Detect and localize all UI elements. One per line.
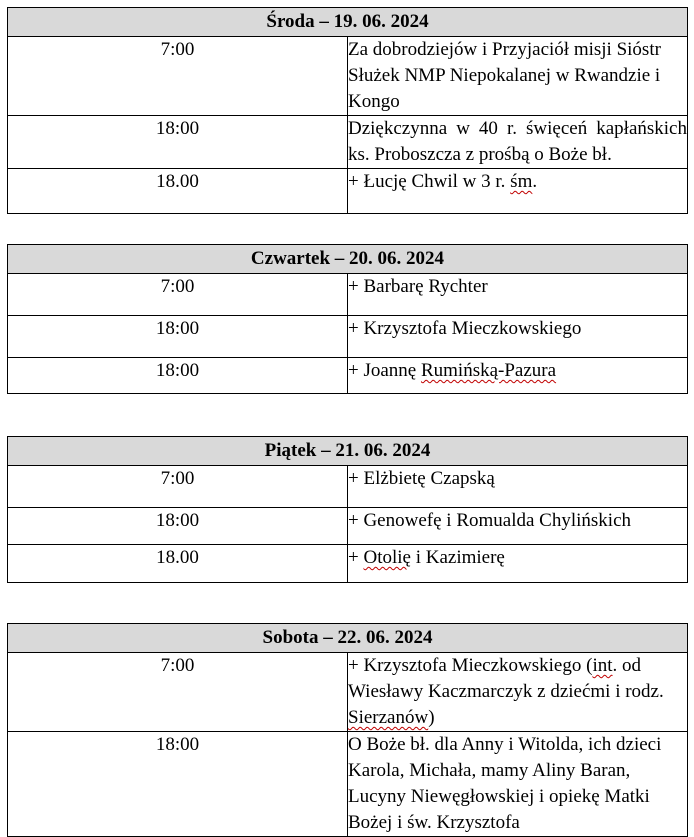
intention-text: + — [348, 547, 364, 568]
mass-time: 18:00 — [8, 116, 348, 169]
intention-text: . od Wiesławy Kaczmarczyk z dziećmi i rodz. — [348, 655, 664, 702]
intention-text: ) — [428, 707, 435, 728]
schedule-saturday — [7, 623, 688, 837]
spellcheck-word: Otolię — [363, 547, 411, 568]
mass-time: 18:00 — [8, 508, 348, 545]
mass-intention — [348, 653, 688, 732]
mass-time: 18:00 — [8, 732, 348, 837]
mass-time: 7:00 — [8, 274, 348, 316]
spellcheck-word: Rumińską-Pazura — [420, 360, 557, 381]
mass-time: 7:00 — [8, 466, 348, 508]
mass-intention: Dziękczynna w 40 r. święceń kapłańskich ks. Proboszcza z prośbą o Boże bł. — [348, 116, 688, 169]
mass-intention: + Genowefę i Romualda Chylińskich — [348, 508, 688, 545]
schedule-thursday — [7, 244, 688, 394]
intention-text: i Kazimierę — [410, 547, 505, 568]
spellcheck-word: Sierzanów — [348, 707, 429, 728]
mass-time: 18:00 — [8, 316, 348, 358]
spellcheck-word: śm — [510, 171, 533, 192]
intention-text: + Joannę — [348, 360, 421, 381]
day-header: Środa – 19. 06. 2024 — [8, 8, 688, 37]
mass-intention — [348, 545, 688, 583]
day-header: Sobota – 22. 06. 2024 — [8, 624, 688, 653]
mass-time: 7:00 — [8, 37, 348, 116]
mass-time: 18.00 — [8, 545, 348, 583]
mass-time: 7:00 — [8, 653, 348, 732]
mass-intention: + Barbarę Rychter — [348, 274, 688, 316]
mass-time: 18:00 — [8, 358, 348, 394]
mass-time: 18.00 — [8, 169, 348, 214]
mass-intention — [348, 169, 688, 214]
day-header: Piątek – 21. 06. 2024 — [8, 437, 688, 466]
spellcheck-word: int — [592, 655, 613, 676]
schedule-wednesday — [7, 7, 688, 214]
intention-text: + Krzysztofa Mieczkowskiego ( — [348, 655, 593, 676]
mass-intention — [348, 358, 688, 394]
mass-intention: + Elżbietę Czapską — [348, 466, 688, 508]
schedule-friday — [7, 436, 688, 583]
intention-text: . — [532, 171, 538, 192]
mass-intention: Za dobrodziejów i Przyjaciół misji Sióstr Służek NMP Niepokalanej w Rwandzie i Kongo — [348, 37, 688, 116]
intention-text: + Łucję Chwil w 3 r. — [348, 171, 511, 192]
mass-intention: O Boże bł. dla Anny i Witolda, ich dzieci Karola, Michała, mamy Aliny Baran, Lucyny Niewęgłowskiej i opiekę Matki Bożej i św. Krzysztofa — [348, 732, 688, 837]
day-header: Czwartek – 20. 06. 2024 — [8, 245, 688, 274]
mass-intention: + Krzysztofa Mieczkowskiego — [348, 316, 688, 358]
